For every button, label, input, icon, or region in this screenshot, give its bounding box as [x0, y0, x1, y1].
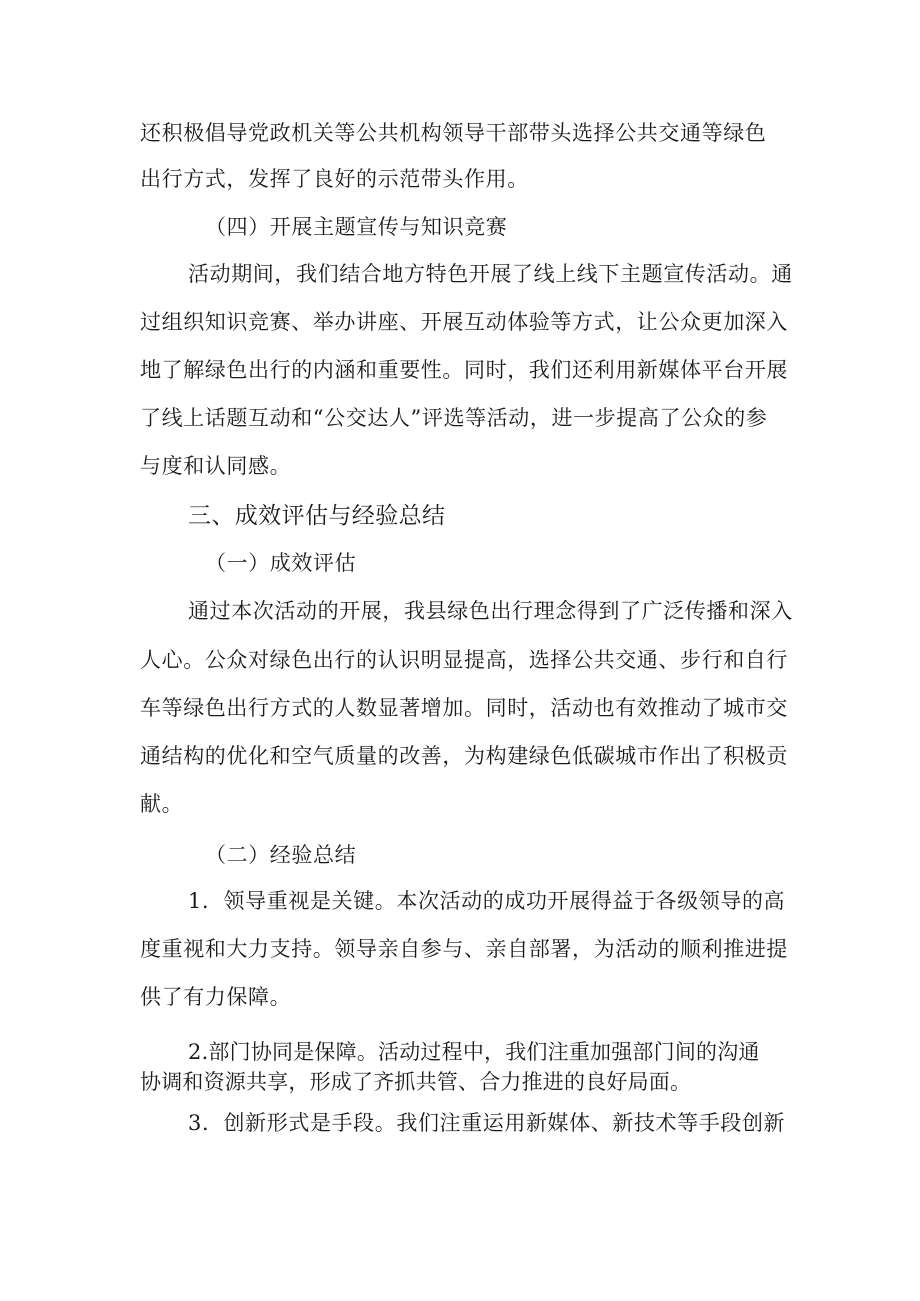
paragraph-line: 还积极倡导党政机关等公共机构领导干部带头选择公共交通等绿色 — [140, 121, 767, 145]
list-item-3-line: 3．创新形式是手段。我们注重运用新媒体、新技术等手段创新 — [188, 1111, 786, 1135]
section-heading: 三、成效评估与经验总结 — [188, 503, 446, 529]
paragraph-line: 活动期间，我们结合地方特色开展了线上线下主题宣传活动。通 — [188, 262, 793, 286]
paragraph-line: 协调和资源共享，形成了齐抓共管、合力推进的良好局面。 — [140, 1070, 692, 1094]
list-item-1-line: 1．领导重视是关键。本次活动的成功开展得益于各级领导的高 — [188, 889, 786, 913]
paragraph-line: 地了解绿色出行的内涵和重要性。同时，我们还利用新媒体平台开展 — [140, 358, 788, 382]
subsection-title-1: （一）成效评估 — [205, 551, 357, 575]
subsection-title-2: （二）经验总结 — [205, 843, 357, 867]
paragraph-line: 献。 — [140, 792, 184, 816]
paragraph-line: 通过本次活动的开展，我县绿色出行理念得到了广泛传播和深入 — [188, 599, 793, 623]
subsection-title-4: （四）开展主题宣传与知识竞赛 — [205, 215, 508, 239]
paragraph-line: 人心。公众对绿色出行的认识明显提高，选择公共交通、步行和自行 — [140, 648, 788, 672]
paragraph-line: 出行方式，发挥了良好的示范带头作用。 — [140, 167, 529, 191]
paragraph-line: 过组织知识竞赛、举办讲座、开展互动体验等方式，让公众更加深入 — [140, 310, 788, 334]
paragraph-line: 通结构的优化和空气质量的改善，为构建绿色低碳城市作出了积极贡 — [140, 744, 788, 768]
list-item-2-line: 2.部门协同是保障。活动过程中，我们注重加强部门间的沟通 — [188, 1040, 760, 1064]
paragraph-line: 度重视和大力支持。领导亲自参与、亲自部署，为活动的顺利推进提 — [140, 937, 788, 961]
paragraph-line: 与度和认同感。 — [140, 454, 292, 478]
paragraph-line: 供了有力保障。 — [140, 985, 292, 1009]
paragraph-line: 了线上话题互动和“公交达人”评选等活动，进一步提高了公众的参 — [140, 406, 768, 430]
paragraph-line: 车等绿色出行方式的人数显著增加。同时，活动也有效推动了城市交 — [140, 696, 788, 720]
